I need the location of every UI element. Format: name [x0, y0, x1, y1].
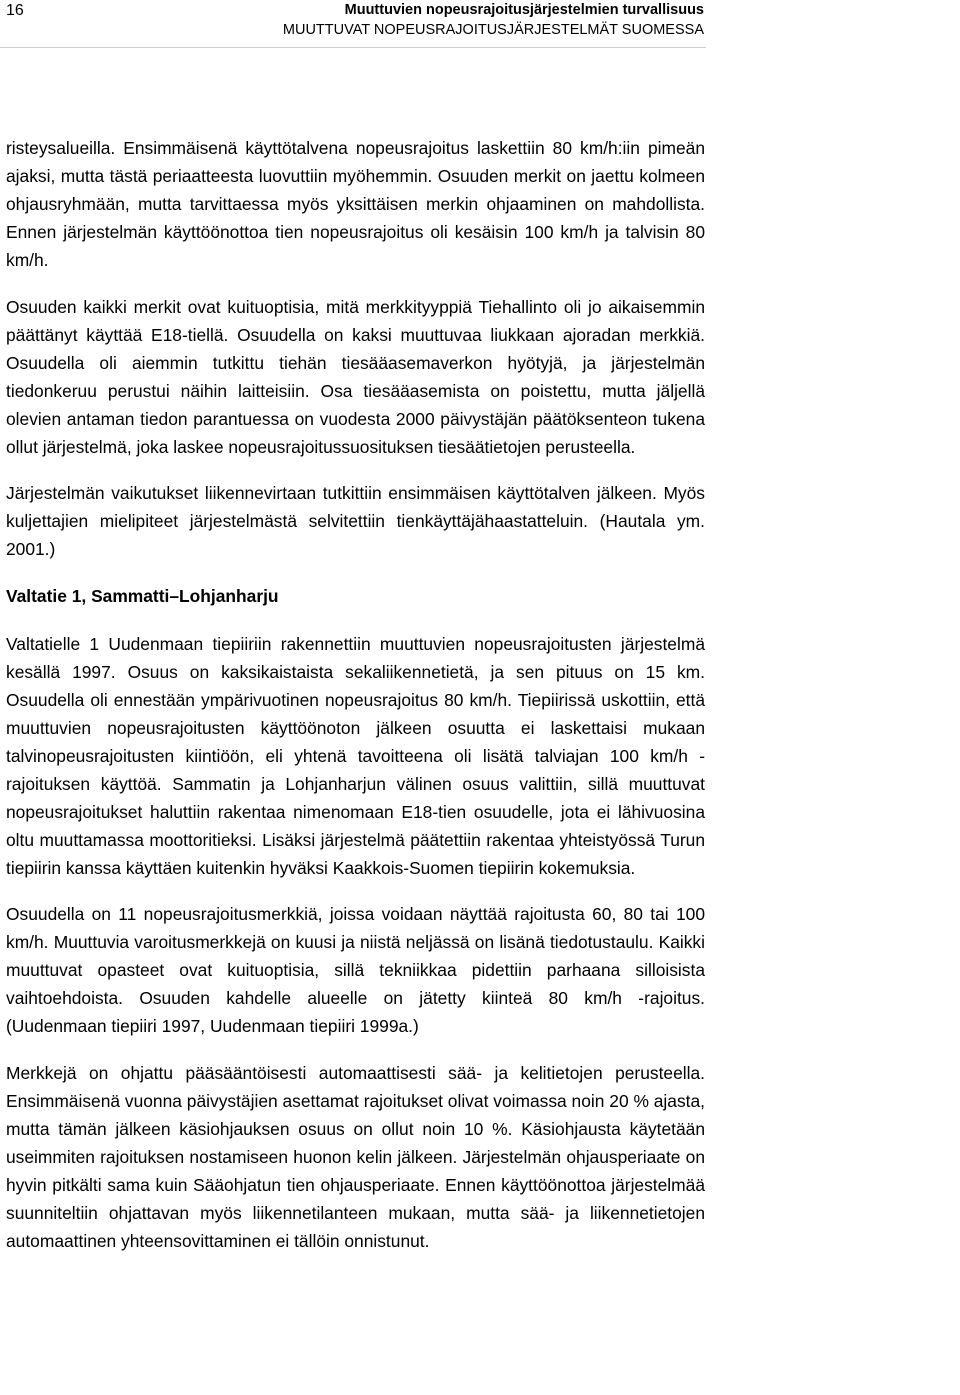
- header-divider: [0, 47, 706, 48]
- page-header: [0, 0, 960, 48]
- paragraph-highway-1-system: Valtatielle 1 Uudenmaan tiepiiriin rakennettiin muuttuvien nopeusrajoitusten järjestelmä kesällä 1997. Osuus on kaksikaistaista sekaliikennetietä, ja sen pituus on 15 km. Osuudella oli ennestään ympärivuotinen nopeusrajoitus 80 km/h. Tiepiirissä uskottiin, että muuttuvien nopeusrajoitusten käyttöönoton jälkeen osuutta ei laskettaisi mukaan talvinopeusrajoitusten kiintiöön, eli yhtenä tavoitteena oli lisätä talviajan 100 km/h -rajoituksen käyttöä. Sammatin ja Lohjanharjun välinen osuus valittiin, sillä muuttuvat nopeusrajoitukset haluttiin rakentaa nimenomaan E18-tien osuudelle, jota ei lähivuosina oltu muuttamassa moottoritieksi. Lisäksi järjestelmä päätettiin rakentaa yhteistyössä Turun tiepiirin kanssa käyttäen kuitenkin hyväksi Kaakkois-Suomen tiepiirin kokemuksia.: [6, 633, 705, 878]
- paragraph-intersection-areas: risteysalueilla. Ensimmäisenä käyttötalvena nopeusrajoitus laskettiin 80 km/h:iin pimeän ajaksi, mutta tästä periaatteesta luovuttiin myöhemmin. Osuuden merkit on jaettu kolmeen ohjausryhmään, mutta tarvittaessa myös yksittäisen merkin ohjaaminen on mahdollista. Ennen järjestelmän käyttöönottoa tien nopeusrajoitus oli kesäisin 100 km/h ja talvisin 80 km/h.: [6, 138, 705, 270]
- running-header-title: Muuttuvien nopeusrajoitusjärjestelmien turvallisuus: [344, 2, 704, 18]
- page-number: 16: [6, 2, 24, 19]
- body-text: [6, 134, 705, 1255]
- running-header-subtitle: MUUTTUVAT NOPEUSRAJOITUSJÄRJESTELMÄT SUOMESSA: [282, 22, 704, 38]
- paragraph-traffic-effects: Järjestelmän vaikutukset liikennevirtaan tutkittiin ensimmäisen käyttötalven jälkeen. Myös kuljettajien mielipiteet järjestelmästä selvitettiin tienkäyttäjähaastatteluin. (Hautala ym. 2001.): [6, 483, 705, 559]
- section-heading: Valtatie 1, Sammatti–Lohjanharju: [6, 585, 279, 606]
- paragraph-speed-limit-signs: Osuudella on 11 nopeusrajoitusmerkkiä, joissa voidaan näyttää rajoitusta 60, 80 tai 100 km/h. Muuttuvia varoitusmerkkejä on kuusi ja niistä neljässä on lisänä tiedotustaulu. Kaikki muuttuvat opasteet ovat kuituoptisia, sillä tekniikkaa pidettiin parhaana silloisista vaihtoehdoista. Osuuden kahdelle alueelle on jätetty kiinteä 80 km/h -rajoitus. (Uudenmaan tiepiiri 1997, Uudenmaan tiepiiri 1999a.): [6, 904, 705, 1036]
- paragraph-sign-control: Merkkejä on ohjattu pääsääntöisesti automaattisesti sää- ja kelitietojen perusteella. Ensimmäisenä vuonna päivystäjien asettamat rajoitukset olivat voimassa noin 20 % ajasta, mutta tämän jälkeen käsiohjauksen osuus on ollut noin 10 %. Käsiohjausta käytetään useimmiten rajoituksen nostamiseen huonon kelin jälkeen. Järjestelmän ohjausperiaate on hyvin pitkälti sama kuin Sääohjatun tien ohjausperiaate. Ennen käyttöönottoa järjestelmää suunniteltiin ohjattavan myös liikennetilanteen mukaan, mutta sää- ja liikennetietojen automaattinen yhteensovittaminen ei tällöin onnistunut.: [6, 1062, 705, 1251]
- paragraph-fiber-optic-signs: Osuuden kaikki merkit ovat kuituoptisia, mitä merkkityyppiä Tiehallinto oli jo aikaisemmin päättänyt käyttää E18-tiellä. Osuudella on kaksi muuttuvaa liukkaan ajoradan merkkiä. Osuudella oli aiemmin tutkittu tiehän tiesääasemaverkon hyötyjä, ja järjestelmän tiedonkeruu perustui näihin laitteisiin. Osa tiesääasemista on poistettu, mutta jäljellä olevien antaman tiedon parantuessa on vuodesta 2000 päivystäjän päätöksenteon tukena ollut järjestelmä, joka laskee nopeusrajoitussuosituksen tiesäätietojen perusteella.: [6, 296, 705, 457]
